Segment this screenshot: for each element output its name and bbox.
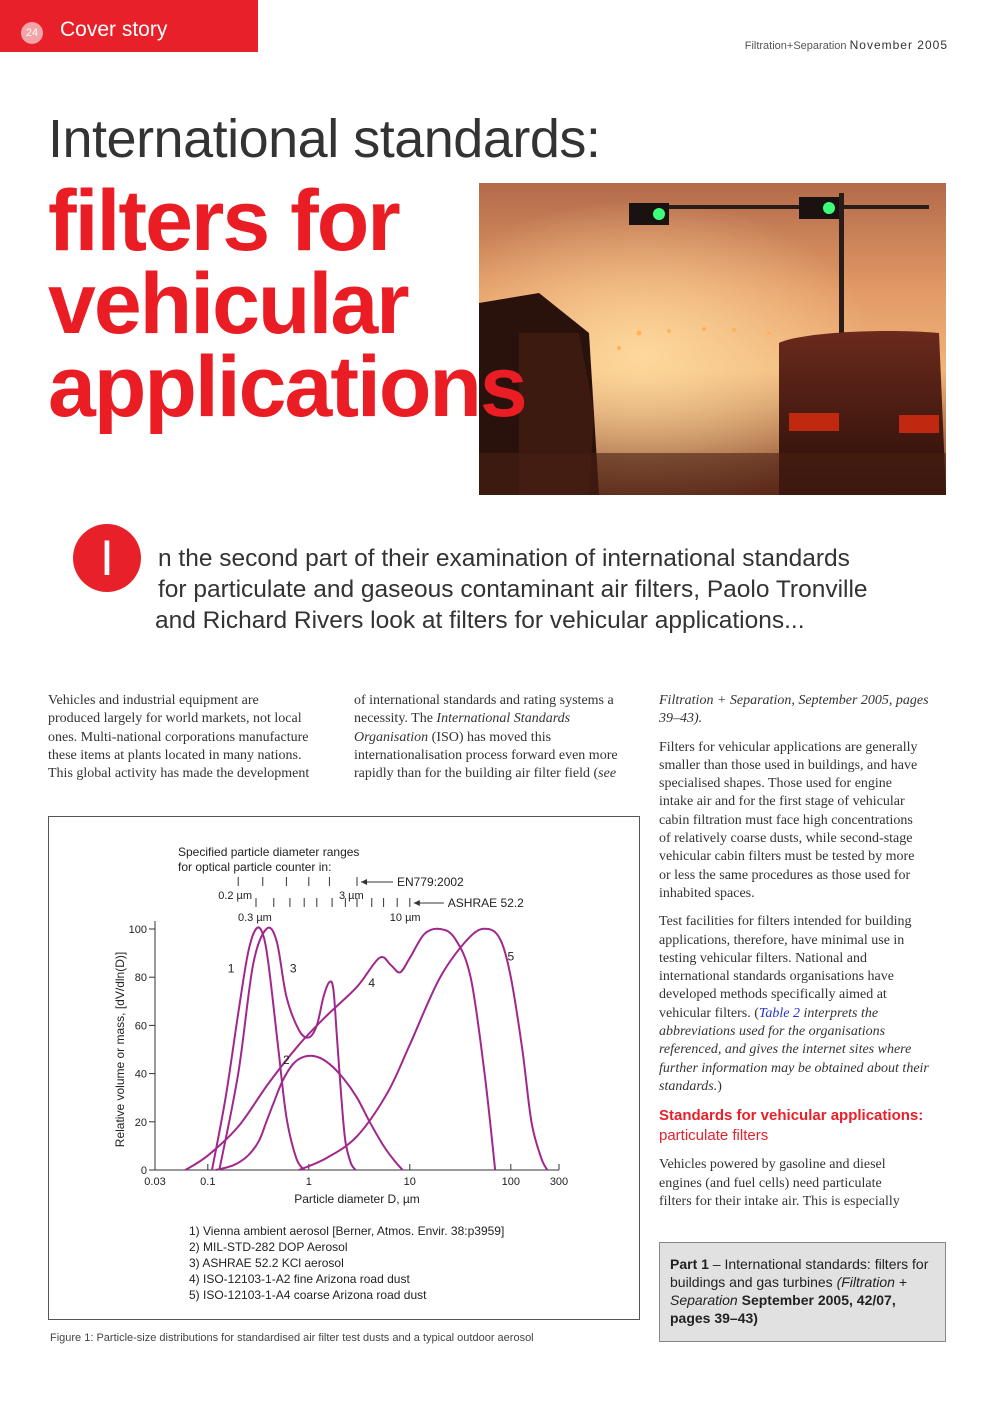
article-title-red xyxy=(48,173,526,435)
y-tick-label: 60 xyxy=(134,1020,147,1033)
body-paragraph xyxy=(659,1156,947,1211)
text-line: testing vehicular filters. National and xyxy=(659,950,867,966)
text-line: filters for their intake air. This is especially xyxy=(659,1193,900,1209)
title-red-line: vehicular xyxy=(48,256,408,352)
series-curve-3 xyxy=(219,928,355,1170)
text-run-italic: interprets the xyxy=(800,1005,879,1021)
dropcap: I xyxy=(73,524,141,592)
text-line: or less the same procedures as those used for xyxy=(659,867,911,883)
text-run-italic: International Standards xyxy=(436,711,571,727)
text-line: cabin filtration must face high concentrations xyxy=(659,812,913,828)
part-journal: (Filtration + Separation xyxy=(670,1274,907,1308)
text-line: smaller than those used in buildings, and have xyxy=(659,757,918,773)
en779-max-label: 3 µm xyxy=(339,890,364,902)
annotation-heading-line: Specified particle diameter ranges xyxy=(178,845,360,859)
text-run-italic: see xyxy=(598,766,617,782)
text-line: referenced, and gives the internet sites where xyxy=(659,1042,912,1058)
text-line: Filters for vehicular applications are generally xyxy=(659,739,918,755)
text-line: produced largely for world markets, not local xyxy=(48,711,302,727)
page-number: 24 xyxy=(21,22,43,44)
body-column-3 xyxy=(659,692,947,1221)
text-line: 39–43). xyxy=(659,711,703,727)
y-axis-label: Relative volume or mass, [dV/dln(D)] xyxy=(113,951,127,1148)
text-line: internationalisation process forward even more xyxy=(354,747,618,763)
intro-line: and Richard Rivers look at filters for vehicular applications... xyxy=(155,607,805,634)
y-tick-label: 80 xyxy=(134,972,147,985)
body-paragraph xyxy=(659,692,947,729)
text-line: Test facilities for filters intended for building xyxy=(659,914,912,930)
text-run-italic: Organisation xyxy=(354,729,429,745)
subheading xyxy=(659,1106,947,1146)
part-1-reference-box xyxy=(659,1242,946,1342)
masthead xyxy=(745,38,948,52)
x-tick-label: 10 xyxy=(403,1176,416,1188)
y-tick-label: 100 xyxy=(128,924,147,936)
intro-line: n the second part of their examination of international standards xyxy=(158,545,850,572)
subheading-bold: Standards for vehicular applications: xyxy=(659,1107,924,1125)
y-tick-label: 40 xyxy=(134,1068,147,1081)
en779-label: EN779:2002 xyxy=(397,875,464,889)
text-line: of relatively coarse dusts, while second-stage xyxy=(659,831,913,847)
table-2-link[interactable]: Table 2 xyxy=(758,1005,801,1021)
title-red-line: applications xyxy=(48,339,526,435)
ashrae-max-label: 10 µm xyxy=(389,912,421,924)
curve-label: 3 xyxy=(289,961,297,976)
issue-date: November 2005 xyxy=(849,38,948,52)
text-line: vehicular cabin filters must be tested by more xyxy=(659,849,915,865)
body-column-1 xyxy=(48,692,338,793)
x-tick-label: 100 xyxy=(501,1176,520,1188)
x-tick-label: 0.03 xyxy=(144,1176,166,1188)
body-paragraph xyxy=(354,692,644,783)
text-line: engines (and fuel cells) need particulate xyxy=(659,1175,882,1191)
text-line: these items at plants located in many nations. xyxy=(48,747,302,763)
x-tick-label: 300 xyxy=(549,1176,569,1188)
text-line: Vehicles and industrial equipment are xyxy=(48,693,259,708)
annotation-heading-line: for optical particle counter in: xyxy=(178,860,332,874)
text-line: Filtration + Separation, September 2005, pages xyxy=(659,693,929,708)
en779-arrowhead xyxy=(361,879,367,885)
text-run: necessity. The xyxy=(354,711,437,727)
text-line: ones. Multi-national corporations manufacture xyxy=(48,729,309,745)
text-line xyxy=(659,1078,947,1096)
text-line: of international standards and rating systems a xyxy=(354,693,614,708)
text-line: further information may be obtained about their xyxy=(659,1060,929,1076)
text-run: ) xyxy=(717,1078,722,1094)
text-line: international standards organisations have xyxy=(659,969,894,985)
text-line: Vehicles powered by gasoline and diesel xyxy=(659,1157,886,1173)
text-line: developed methods specifically aimed at xyxy=(659,987,887,1003)
y-tick-label: 0 xyxy=(140,1165,147,1177)
body-paragraph xyxy=(659,913,947,1096)
text-line: specialised shapes. Those used for engine xyxy=(659,776,893,792)
body-paragraph xyxy=(48,692,338,783)
text-line: applications, therefore, have minimal use in xyxy=(659,932,905,948)
curve-label: 4 xyxy=(368,975,376,990)
text-line xyxy=(354,710,644,728)
x-axis-label: Particle diameter D, µm xyxy=(294,1192,420,1206)
intro-paragraph xyxy=(155,543,958,636)
ashrae-label: ASHRAE 52.2 xyxy=(447,896,524,910)
text-run: rapidly than for the building air filter field ( xyxy=(354,766,599,782)
legend-entry: 3) ASHRAE 52.2 KCl aerosol xyxy=(189,1256,344,1270)
legend-entry: 5) ISO-12103-1-A4 coarse Arizona road dust xyxy=(189,1288,427,1302)
curve-label: 2 xyxy=(283,1052,290,1067)
text-line: intake air and for the first stage of vehicular xyxy=(659,794,905,810)
figure-caption: Figure 1: Particle-size distributions for standardised air filter test dusts and a typical outdoor aerosol xyxy=(50,1332,534,1344)
part-text: – International standards: filters for buildings and gas turbines xyxy=(670,1256,929,1290)
x-tick-label: 1 xyxy=(305,1176,312,1188)
part-label: Part 1 xyxy=(670,1256,709,1272)
legend-entry: 4) ISO-12103-1-A2 fine Arizona road dust xyxy=(189,1272,410,1286)
curve-label: 5 xyxy=(507,949,515,964)
text-line: This global activity has made the development xyxy=(48,766,310,782)
text-run: vehicular filters. ( xyxy=(659,1005,759,1021)
body-paragraph xyxy=(659,739,947,904)
subheading-normal: particulate filters xyxy=(659,1127,769,1145)
text-line xyxy=(354,765,644,783)
intro-line: for particulate and gaseous contaminant air filters, Paolo Tronville xyxy=(158,576,868,603)
title-red-line: filters for xyxy=(48,173,399,269)
section-label: Cover story xyxy=(60,18,168,41)
body-column-2 xyxy=(354,692,644,793)
curve-label: 1 xyxy=(227,961,235,976)
ashrae-arrowhead xyxy=(414,900,420,906)
article-title-line1: International standards: xyxy=(48,109,601,169)
series-curve-5 xyxy=(299,929,547,1170)
part-reference: September 2005, 42/07, pages 39–43) xyxy=(670,1292,896,1326)
text-line xyxy=(659,1005,947,1023)
text-line xyxy=(354,729,644,747)
text-run: (ISO) has moved this xyxy=(428,729,552,745)
figure-1-box xyxy=(48,816,640,1320)
y-tick-label: 20 xyxy=(134,1116,147,1129)
en779-min-label: 0.2 µm xyxy=(218,890,253,902)
hero-photo-traffic xyxy=(479,183,946,495)
text-run-italic: standards. xyxy=(659,1078,718,1094)
legend-entry: 1) Vienna ambient aerosol [Berner, Atmos. Envir. 38:p3959] xyxy=(189,1224,505,1238)
x-tick-label: 0.1 xyxy=(200,1176,216,1188)
traffic-photo-illustration xyxy=(479,183,946,495)
text-line: inhabited spaces. xyxy=(659,885,755,901)
particle-size-chart xyxy=(49,817,639,1319)
ashrae-min-label: 0.3 µm xyxy=(238,912,272,924)
text-line: abbreviations used for the organisations xyxy=(659,1024,886,1040)
publication-name: Filtration+Separation xyxy=(744,40,847,52)
legend-entry: 2) MIL-STD-282 DOP Aerosol xyxy=(189,1240,348,1254)
